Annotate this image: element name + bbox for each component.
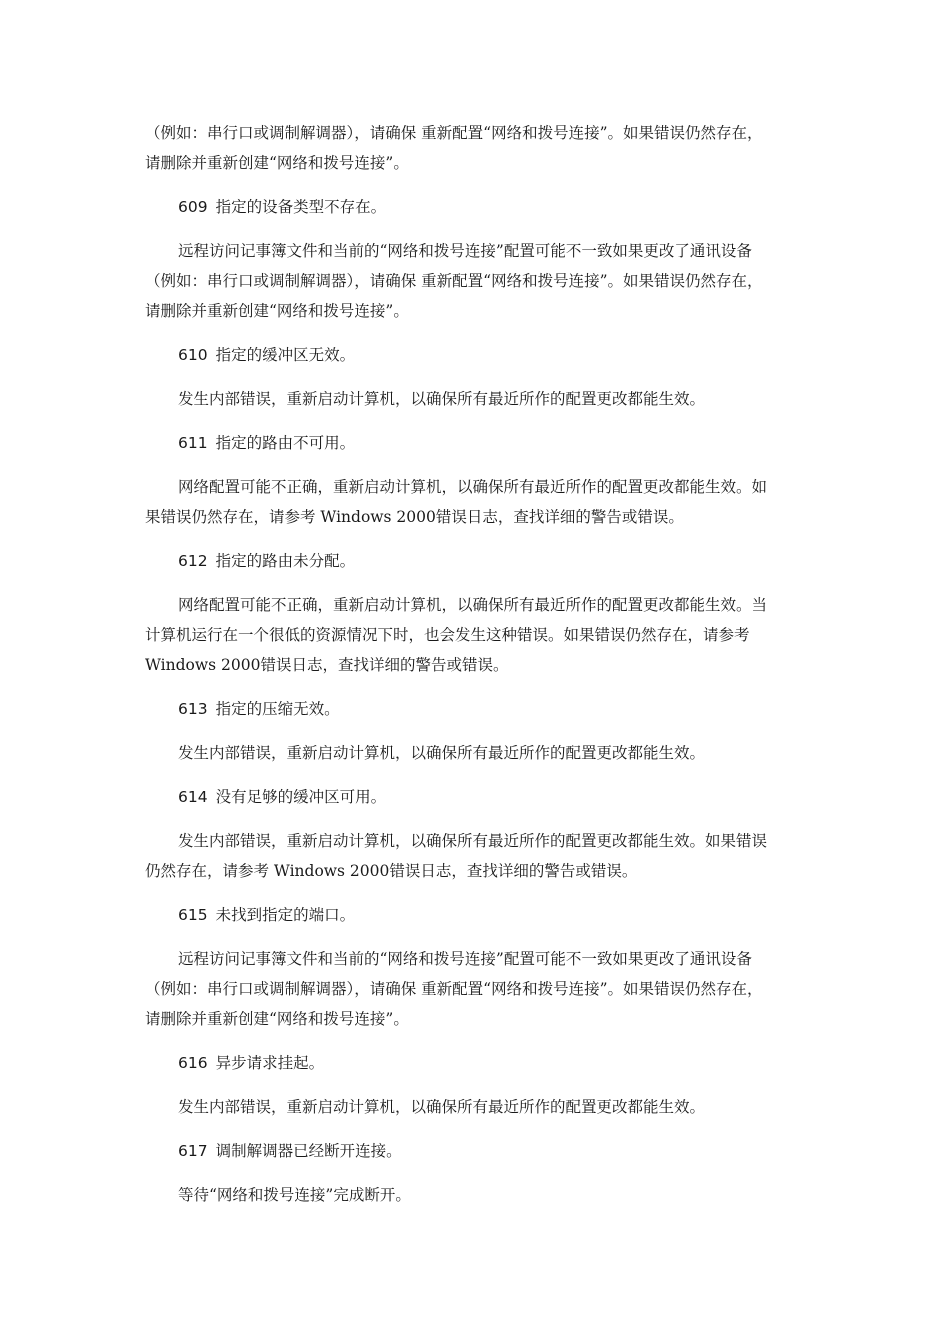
paragraph-line: 等待“网络和拨号连接”完成断开。 [178,1186,411,1204]
error-code-title: 指定的缓冲区无效。 [215,346,356,364]
error-code-number: 611 [178,434,208,452]
error-code-title: 指定的路由未分配。 [215,552,356,570]
paragraph-line: 发生内部错误，重新启动计算机，以确保所有最近所作的配置更改都能生效。如果错误 [178,832,768,850]
description-paragraph [145,826,810,886]
error-code-title: 未找到指定的端口。 [215,906,356,924]
document-page [145,118,810,1224]
error-code-title: 异步请求挂起。 [215,1054,325,1072]
paragraph-line: 远程访问记事簿文件和当前的“网络和拨号连接”配置可能不一致如果更改了通讯设备 [178,242,752,260]
paragraph-line: 果错误仍然存在，请参考 Windows 2000错误日志，查找详细的警告或错误。 [145,508,684,526]
paragraph-line: 发生内部错误，重新启动计算机，以确保所有最近所作的配置更改都能生效。 [178,390,706,408]
error-code-number: 609 [178,198,208,216]
error-code-title: 指定的压缩无效。 [215,700,340,718]
error-code-heading [145,340,810,370]
description-paragraph [145,1180,810,1210]
error-code-heading [145,546,810,576]
error-code-heading [145,192,810,222]
paragraph-line: 计算机运行在一个很低的资源情况下时，也会发生这种错误。如果错误仍然存在，请参考 [145,626,750,644]
paragraph-line: （例如：串行口或调制解调器），请确保 重新配置“网络和拨号连接”。如果错误仍然存在， [145,272,763,290]
error-code-heading [145,900,810,930]
paragraph-line: 请删除并重新创建“网络和拨号连接”。 [145,302,409,320]
paragraph-line: 请删除并重新创建“网络和拨号连接”。 [145,154,409,172]
paragraph-line: 发生内部错误，重新启动计算机，以确保所有最近所作的配置更改都能生效。 [178,744,706,762]
error-code-heading [145,428,810,458]
description-paragraph [145,1092,810,1122]
error-code-title: 指定的设备类型不存在。 [215,198,387,216]
error-code-number: 614 [178,788,208,806]
error-code-number: 616 [178,1054,208,1072]
error-code-title: 指定的路由不可用。 [215,434,356,452]
description-paragraph [145,236,810,326]
error-code-title: 没有足够的缓冲区可用。 [215,788,387,806]
paragraph-line: （例如：串行口或调制解调器），请确保 重新配置“网络和拨号连接”。如果错误仍然存在， [145,980,763,998]
error-code-heading [145,1048,810,1078]
paragraph-line: 发生内部错误，重新启动计算机，以确保所有最近所作的配置更改都能生效。 [178,1098,706,1116]
error-code-number: 612 [178,552,208,570]
paragraph-line: 网络配置可能不正确，重新启动计算机，以确保所有最近所作的配置更改都能生效。当 [178,596,768,614]
error-code-number: 613 [178,700,208,718]
paragraph-line: 网络配置可能不正确，重新启动计算机，以确保所有最近所作的配置更改都能生效。如 [178,478,768,496]
paragraph-line: 请删除并重新创建“网络和拨号连接”。 [145,1010,409,1028]
description-paragraph [145,944,810,1034]
error-code-number: 617 [178,1142,208,1160]
error-code-number: 610 [178,346,208,364]
error-code-number: 615 [178,906,208,924]
error-code-title: 调制解调器已经断开连接。 [215,1142,402,1160]
description-paragraph [145,118,810,178]
error-code-heading [145,694,810,724]
paragraph-line: （例如：串行口或调制解调器），请确保 重新配置“网络和拨号连接”。如果错误仍然存在， [145,124,763,142]
description-paragraph [145,590,810,680]
error-code-heading [145,1136,810,1166]
description-paragraph [145,472,810,532]
paragraph-line: Windows 2000错误日志，查找详细的警告或错误。 [145,656,509,674]
paragraph-line: 远程访问记事簿文件和当前的“网络和拨号连接”配置可能不一致如果更改了通讯设备 [178,950,752,968]
description-paragraph [145,384,810,414]
error-code-heading [145,782,810,812]
paragraph-line: 仍然存在，请参考 Windows 2000错误日志，查找详细的警告或错误。 [145,862,638,880]
description-paragraph [145,738,810,768]
